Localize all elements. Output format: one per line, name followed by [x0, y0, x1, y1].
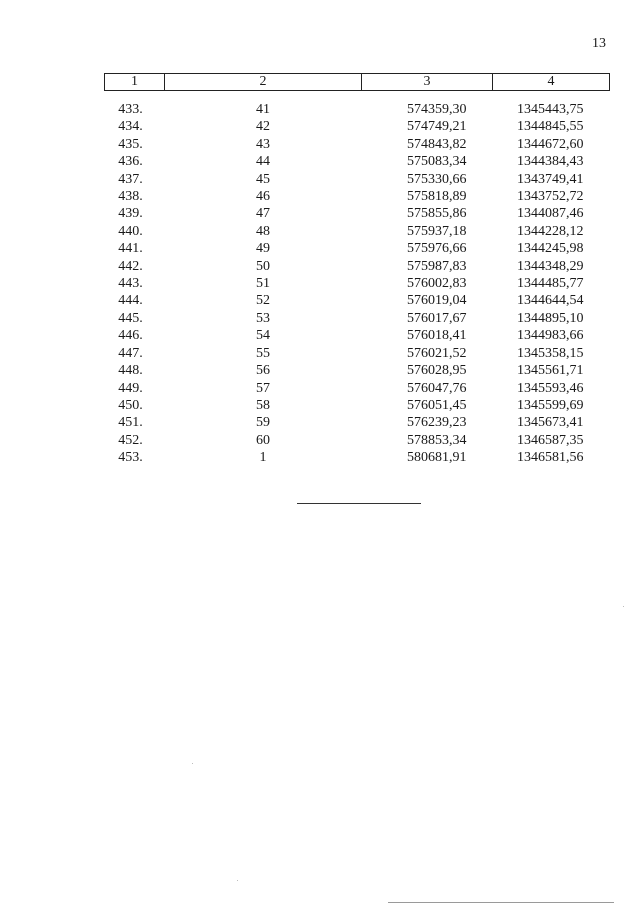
end-of-table-rule	[297, 503, 421, 504]
table-row	[105, 432, 610, 449]
point-number-cell: 1	[259, 450, 267, 466]
point-number-cell: 42	[256, 119, 270, 135]
x-coordinate-cell: 575937,18	[407, 223, 467, 239]
coordinates-table	[104, 73, 610, 467]
point-number-cell: 43	[256, 136, 270, 152]
point-number-cell: 49	[256, 241, 270, 257]
row-number-cell: 450.	[118, 397, 143, 413]
y-coordinate-cell: 1344644,54	[517, 293, 584, 309]
y-coordinate-cell: 1344228,12	[517, 223, 584, 239]
x-coordinate-cell: 578853,34	[407, 432, 467, 448]
row-number-cell: 448.	[118, 363, 143, 379]
table-row	[105, 91, 610, 119]
y-coordinate-cell: 1345443,75	[517, 102, 584, 117]
table-header	[105, 74, 610, 91]
table-row	[105, 136, 610, 153]
y-coordinate-cell: 1344485,77	[517, 276, 584, 292]
column-header-2: 2	[165, 74, 362, 91]
x-coordinate-cell: 574749,21	[407, 119, 467, 135]
table-row	[105, 118, 610, 135]
header-row	[105, 74, 610, 91]
column-header-1: 1	[105, 74, 165, 91]
point-number-cell: 52	[256, 293, 270, 309]
row-number-cell: 436.	[118, 154, 143, 170]
y-coordinate-cell: 1344384,43	[517, 154, 584, 170]
row-number-cell: 447.	[118, 345, 143, 361]
table-row	[105, 153, 610, 170]
y-coordinate-cell: 1344245,98	[517, 241, 584, 257]
table-row	[105, 414, 610, 431]
y-coordinate-cell: 1344983,66	[517, 328, 584, 344]
x-coordinate-cell: 580681,91	[407, 450, 467, 466]
row-number-cell: 451.	[118, 415, 143, 431]
x-coordinate-cell: 576017,67	[407, 310, 467, 326]
row-number-cell: 433.	[118, 102, 143, 117]
point-number-cell: 58	[256, 397, 270, 413]
point-number-cell: 54	[256, 328, 270, 344]
x-coordinate-cell: 576018,41	[407, 328, 467, 344]
table-body	[105, 91, 610, 467]
point-number-cell: 55	[256, 345, 270, 361]
table-row	[105, 449, 610, 466]
table-row	[105, 310, 610, 327]
table-row	[105, 188, 610, 205]
table-row	[105, 292, 610, 309]
point-number-cell: 59	[256, 415, 270, 431]
row-number-cell: 453.	[118, 450, 143, 466]
row-number-cell: 438.	[118, 189, 143, 205]
x-coordinate-cell: 576028,95	[407, 363, 467, 379]
row-number-cell: 444.	[118, 293, 143, 309]
y-coordinate-cell: 1346587,35	[517, 432, 584, 448]
row-number-cell: 435.	[118, 136, 143, 152]
y-coordinate-cell: 1344348,29	[517, 258, 584, 274]
scan-speck	[192, 763, 193, 764]
y-coordinate-cell: 1343752,72	[517, 189, 584, 205]
x-coordinate-cell: 576002,83	[407, 276, 467, 292]
x-coordinate-cell: 575083,34	[407, 154, 467, 170]
y-coordinate-cell: 1344845,55	[517, 119, 584, 135]
y-coordinate-cell: 1345561,71	[517, 363, 584, 379]
table-row	[105, 380, 610, 397]
y-coordinate-cell: 1344895,10	[517, 310, 584, 326]
point-number-cell: 47	[256, 206, 270, 222]
table-row	[105, 275, 610, 292]
column-header-3: 3	[362, 74, 493, 91]
y-coordinate-cell: 1346581,56	[517, 450, 584, 466]
point-number-cell: 41	[256, 102, 270, 117]
row-number-cell: 441.	[118, 241, 143, 257]
scan-speck	[623, 606, 624, 607]
x-coordinate-cell: 574843,82	[407, 136, 467, 152]
x-coordinate-cell: 575976,66	[407, 241, 467, 257]
y-coordinate-cell: 1345673,41	[517, 415, 584, 431]
table-row	[105, 171, 610, 188]
point-number-cell: 60	[256, 432, 270, 448]
table-row	[105, 223, 610, 240]
point-number-cell: 53	[256, 310, 270, 326]
y-coordinate-cell: 1345593,46	[517, 380, 584, 396]
point-number-cell: 44	[256, 154, 270, 170]
row-number-cell: 434.	[118, 119, 143, 135]
x-coordinate-cell: 575330,66	[407, 171, 467, 187]
point-number-cell: 48	[256, 223, 270, 239]
y-coordinate-cell: 1345358,15	[517, 345, 584, 361]
bottom-scan-line	[388, 902, 614, 903]
x-coordinate-cell: 575987,83	[407, 258, 467, 274]
table-row	[105, 327, 610, 344]
row-number-cell: 440.	[118, 223, 143, 239]
y-coordinate-cell: 1344087,46	[517, 206, 584, 222]
x-coordinate-cell: 576021,52	[407, 345, 467, 361]
y-coordinate-cell: 1343749,41	[517, 171, 584, 187]
x-coordinate-cell: 576239,23	[407, 415, 467, 431]
x-coordinate-cell: 576019,04	[407, 293, 467, 309]
row-number-cell: 439.	[118, 206, 143, 222]
y-coordinate-cell: 1344672,60	[517, 136, 584, 152]
table-row	[105, 362, 610, 379]
x-coordinate-cell: 574359,30	[407, 102, 467, 117]
row-number-cell: 452.	[118, 432, 143, 448]
x-coordinate-cell: 576051,45	[407, 397, 467, 413]
table-row	[105, 205, 610, 222]
page-number: 13	[592, 36, 606, 51]
point-number-cell: 51	[256, 276, 270, 292]
row-number-cell: 443.	[118, 276, 143, 292]
row-number-cell: 449.	[118, 380, 143, 396]
x-coordinate-cell: 575855,86	[407, 206, 467, 222]
table-row	[105, 240, 610, 257]
point-number-cell: 45	[256, 171, 270, 187]
x-coordinate-cell: 576047,76	[407, 380, 467, 396]
point-number-cell: 46	[256, 189, 270, 205]
row-number-cell: 442.	[118, 258, 143, 274]
table-row	[105, 345, 610, 362]
scan-speck	[237, 880, 238, 881]
table-row	[105, 258, 610, 275]
x-coordinate-cell: 575818,89	[407, 189, 467, 205]
table-row	[105, 397, 610, 414]
point-number-cell: 50	[256, 258, 270, 274]
row-number-cell: 437.	[118, 171, 143, 187]
row-number-cell: 446.	[118, 328, 143, 344]
row-number-cell: 445.	[118, 310, 143, 326]
point-number-cell: 57	[256, 380, 270, 396]
point-number-cell: 56	[256, 363, 270, 379]
column-header-4: 4	[493, 74, 610, 91]
y-coordinate-cell: 1345599,69	[517, 397, 584, 413]
